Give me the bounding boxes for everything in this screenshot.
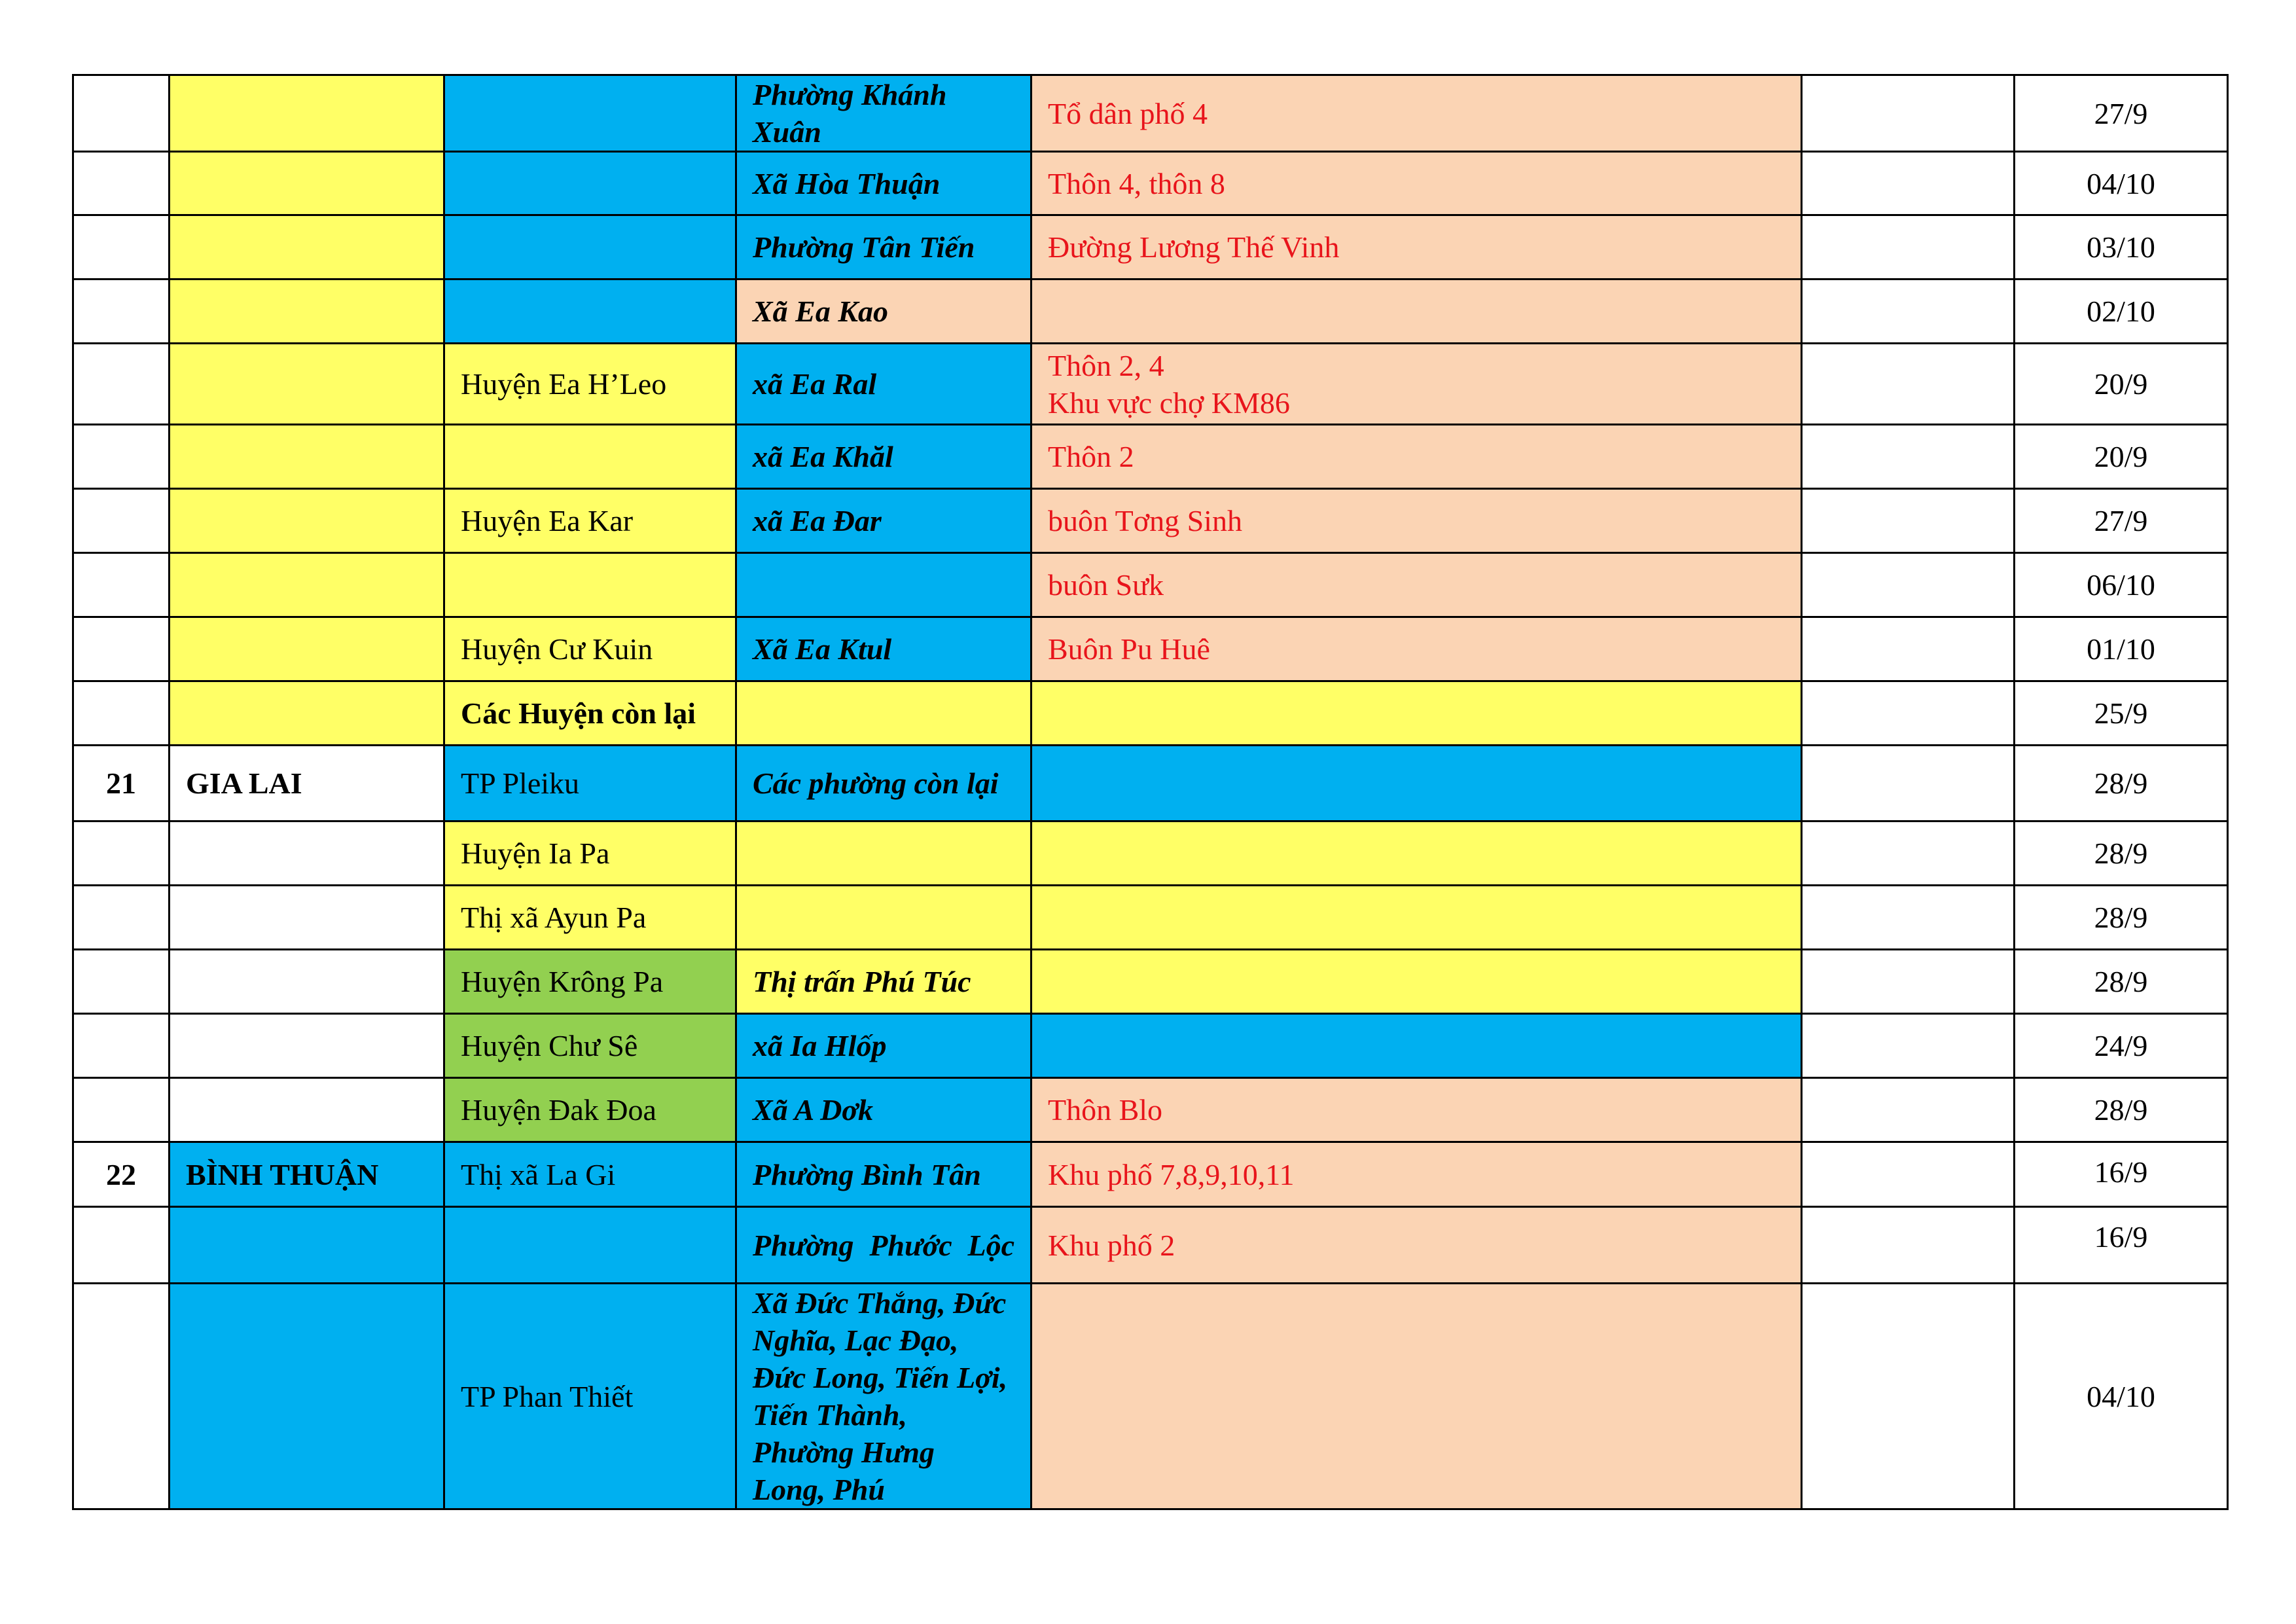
area-cell: Thôn Blo <box>1031 1078 1802 1142</box>
area-cell <box>1031 1284 1802 1509</box>
province-cell <box>170 681 444 746</box>
area-cell: Khu phố 7,8,9,10,11 <box>1031 1142 1802 1207</box>
note-cell <box>1802 1014 2015 1078</box>
area-cell: Khu phố 2 <box>1031 1207 1802 1284</box>
note-cell <box>1802 280 2015 344</box>
ward-cell: xã Ia Hlốp <box>736 1014 1031 1078</box>
table-row <box>73 950 2228 1014</box>
date-cell: 16/9 <box>2015 1207 2228 1284</box>
area-cell <box>1031 886 1802 950</box>
ward-cell: Phường Tân Tiến <box>736 215 1031 280</box>
ward-cell: Phường Khánh Xuân <box>736 75 1031 152</box>
note-cell <box>1802 344 2015 425</box>
ward-cell: xã Ea Khăl <box>736 425 1031 489</box>
date-cell: 28/9 <box>2015 1078 2228 1142</box>
stt-cell <box>73 152 170 215</box>
note-cell <box>1802 489 2015 553</box>
stt-cell <box>73 821 170 886</box>
district-cell <box>444 280 736 344</box>
table-row <box>73 344 2228 425</box>
note-cell <box>1802 1284 2015 1509</box>
province-cell <box>170 1284 444 1509</box>
date-cell: 28/9 <box>2015 886 2228 950</box>
stt-cell <box>73 1014 170 1078</box>
district-cell: TP Phan Thiết <box>444 1284 736 1509</box>
district-cell <box>444 1207 736 1284</box>
stt-cell <box>73 215 170 280</box>
area-cell <box>1031 1014 1802 1078</box>
stt-cell <box>73 425 170 489</box>
district-cell: Huyện Cư Kuin <box>444 617 736 681</box>
area-cell <box>1031 280 1802 344</box>
province-cell <box>170 215 444 280</box>
date-cell: 25/9 <box>2015 681 2228 746</box>
date-cell: 20/9 <box>2015 344 2228 425</box>
ward-cell <box>736 681 1031 746</box>
date-cell: 27/9 <box>2015 489 2228 553</box>
stt-cell <box>73 886 170 950</box>
area-cell: buôn Tơng Sinh <box>1031 489 1802 553</box>
table-row <box>73 425 2228 489</box>
stt-cell: 21 <box>73 746 170 821</box>
date-cell: 04/10 <box>2015 1284 2228 1509</box>
table-row <box>73 280 2228 344</box>
note-cell <box>1802 617 2015 681</box>
province-cell: GIA LAI <box>170 746 444 821</box>
table-row <box>73 821 2228 886</box>
district-cell: Huyện Krông Pa <box>444 950 736 1014</box>
district-cell: Huyện Ia Pa <box>444 821 736 886</box>
ward-cell: xã Ea Ral <box>736 344 1031 425</box>
province-cell: BÌNH THUẬN <box>170 1142 444 1207</box>
note-cell <box>1802 1207 2015 1284</box>
note-cell <box>1802 1078 2015 1142</box>
area-cell <box>1031 821 1802 886</box>
stt-cell <box>73 553 170 617</box>
stt-cell <box>73 1284 170 1509</box>
stt-cell <box>73 681 170 746</box>
table-row <box>73 1014 2228 1078</box>
district-cell <box>444 152 736 215</box>
date-cell: 16/9 <box>2015 1142 2228 1207</box>
table-row <box>73 75 2228 152</box>
ward-cell: Xã A Dơk <box>736 1078 1031 1142</box>
area-cell <box>1031 746 1802 821</box>
ward-cell <box>736 821 1031 886</box>
table-row <box>73 215 2228 280</box>
date-cell: 28/9 <box>2015 950 2228 1014</box>
date-cell: 28/9 <box>2015 746 2228 821</box>
area-cell: buôn Sưk <box>1031 553 1802 617</box>
date-cell: 01/10 <box>2015 617 2228 681</box>
table-row <box>73 681 2228 746</box>
ward-cell: xã Ea Đar <box>736 489 1031 553</box>
area-cell <box>1031 681 1802 746</box>
note-cell <box>1802 152 2015 215</box>
table-row <box>73 1078 2228 1142</box>
province-cell <box>170 821 444 886</box>
table-row <box>73 1284 2228 1509</box>
district-cell: Thị xã Ayun Pa <box>444 886 736 950</box>
province-cell <box>170 1078 444 1142</box>
province-cell <box>170 280 444 344</box>
area-cell: Buôn Pu Huê <box>1031 617 1802 681</box>
stt-cell <box>73 280 170 344</box>
note-cell <box>1802 425 2015 489</box>
stt-cell <box>73 75 170 152</box>
district-cell <box>444 553 736 617</box>
ward-cell: Thị trấn Phú Túc <box>736 950 1031 1014</box>
stt-cell: 22 <box>73 1142 170 1207</box>
date-cell: 24/9 <box>2015 1014 2228 1078</box>
note-cell <box>1802 215 2015 280</box>
district-cell: TP Pleiku <box>444 746 736 821</box>
note-cell <box>1802 950 2015 1014</box>
province-cell <box>170 886 444 950</box>
district-cell: Huyện Chư Sê <box>444 1014 736 1078</box>
note-cell <box>1802 886 2015 950</box>
province-cell <box>170 1207 444 1284</box>
document-page <box>72 74 2227 1510</box>
table-row <box>73 1142 2228 1207</box>
province-cell <box>170 425 444 489</box>
district-cell: Huyện Đak Đoa <box>444 1078 736 1142</box>
province-cell <box>170 553 444 617</box>
ward-cell: Xã Hòa Thuận <box>736 152 1031 215</box>
table-row <box>73 553 2228 617</box>
area-cell: Thôn 4, thôn 8 <box>1031 152 1802 215</box>
province-cell <box>170 75 444 152</box>
table-row <box>73 746 2228 821</box>
area-cell: Thôn 2, 4 Khu vực chợ KM86 <box>1031 344 1802 425</box>
district-cell: Huyện Ea H’Leo <box>444 344 736 425</box>
ward-cell <box>736 886 1031 950</box>
district-cell: Thị xã La Gi <box>444 1142 736 1207</box>
ward-cell: Phường Phước Lộc <box>736 1207 1031 1284</box>
table-row <box>73 1207 2228 1284</box>
province-cell <box>170 1014 444 1078</box>
note-cell <box>1802 746 2015 821</box>
note-cell <box>1802 681 2015 746</box>
stt-cell <box>73 617 170 681</box>
district-cell: Huyện Ea Kar <box>444 489 736 553</box>
ward-cell: Phường Bình Tân <box>736 1142 1031 1207</box>
table-row <box>73 617 2228 681</box>
note-cell <box>1802 553 2015 617</box>
stt-cell <box>73 489 170 553</box>
date-cell: 28/9 <box>2015 821 2228 886</box>
province-cell <box>170 950 444 1014</box>
stt-cell <box>73 1078 170 1142</box>
note-cell <box>1802 821 2015 886</box>
table-row <box>73 152 2228 215</box>
district-cell <box>444 425 736 489</box>
date-cell: 04/10 <box>2015 152 2228 215</box>
area-cell: Đường Lương Thế Vinh <box>1031 215 1802 280</box>
table-row <box>73 489 2228 553</box>
date-cell: 06/10 <box>2015 553 2228 617</box>
ward-cell: Xã Đức Thắng, Đức Nghĩa, Lạc Đạo, Đức Long, Tiến Lợi, Tiến Thành, Phường Hưng Long, Phú <box>736 1284 1031 1509</box>
ward-cell <box>736 553 1031 617</box>
district-cell: Các Huyện còn lại <box>444 681 736 746</box>
stt-cell <box>73 950 170 1014</box>
province-cell <box>170 344 444 425</box>
stt-cell <box>73 1207 170 1284</box>
province-cell <box>170 152 444 215</box>
ward-cell: Xã Ea Ktul <box>736 617 1031 681</box>
date-cell: 20/9 <box>2015 425 2228 489</box>
note-cell <box>1802 1142 2015 1207</box>
ward-cell: Xã Ea Kao <box>736 280 1031 344</box>
province-cell <box>170 489 444 553</box>
area-cell <box>1031 950 1802 1014</box>
note-cell <box>1802 75 2015 152</box>
district-cell <box>444 75 736 152</box>
table-row <box>73 886 2228 950</box>
area-cell: Tổ dân phố 4 <box>1031 75 1802 152</box>
date-cell: 27/9 <box>2015 75 2228 152</box>
district-cell <box>444 215 736 280</box>
province-cell <box>170 617 444 681</box>
date-cell: 03/10 <box>2015 215 2228 280</box>
zone-status-table <box>72 74 2229 1510</box>
stt-cell <box>73 344 170 425</box>
ward-cell: Các phường còn lại <box>736 746 1031 821</box>
area-cell: Thôn 2 <box>1031 425 1802 489</box>
date-cell: 02/10 <box>2015 280 2228 344</box>
